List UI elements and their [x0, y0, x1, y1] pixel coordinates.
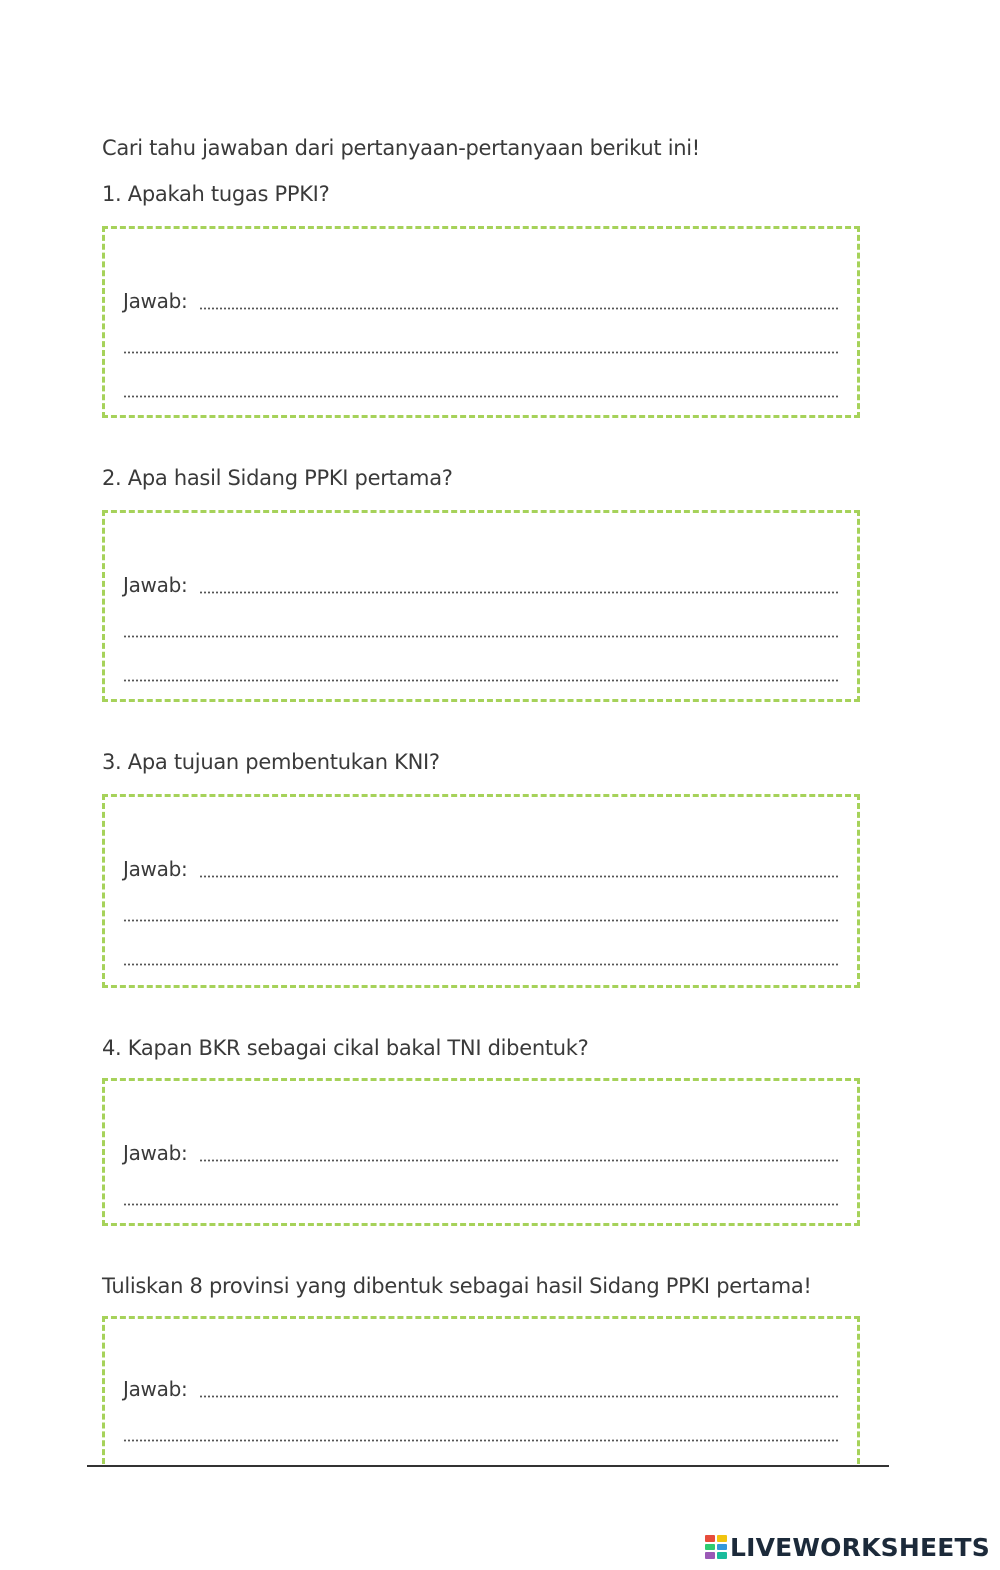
- dotted-line: [123, 1439, 839, 1442]
- answer-box-3: [102, 794, 860, 988]
- answer-box-1: [102, 226, 860, 418]
- dotted-line: [123, 351, 839, 354]
- dotted-line: [123, 1203, 839, 1206]
- task2-instruction: Tuliskan 8 provinsi yang dibentuk sebagai hasil Sidang PPKI pertama!: [102, 1274, 812, 1298]
- dotted-line: [123, 635, 839, 638]
- question-3: 3. Apa tujuan pembentukan KNI?: [102, 750, 440, 774]
- answer-line-3-1[interactable]: [123, 857, 839, 881]
- dotted-line: [123, 963, 839, 966]
- page-bottom-rule: [87, 1465, 889, 1467]
- answer-label: Jawab:: [123, 1377, 188, 1401]
- answer-box-4: [102, 1078, 860, 1226]
- dotted-line: [199, 875, 839, 878]
- answer-line-4-1[interactable]: [123, 1141, 839, 1165]
- answer-line-3-2[interactable]: [123, 905, 839, 923]
- answer-box-2: [102, 510, 860, 702]
- answer-label: Jawab:: [123, 573, 188, 597]
- answer-line-2-3[interactable]: [123, 665, 839, 683]
- dotted-line: [199, 591, 839, 594]
- answer-label: Jawab:: [123, 1141, 188, 1165]
- dotted-line: [123, 679, 839, 682]
- answer-line-1-1[interactable]: [123, 289, 839, 313]
- dotted-line: [199, 1159, 839, 1162]
- answer-line-5-1[interactable]: [123, 1377, 839, 1401]
- answer-line-1-3[interactable]: [123, 381, 839, 399]
- answer-box-5: [102, 1316, 860, 1464]
- instruction-heading: Cari tahu jawaban dari pertanyaan-pertanyaan berikut ini!: [102, 136, 700, 160]
- dotted-line: [199, 1395, 839, 1398]
- liveworksheets-logo[interactable]: [705, 1530, 990, 1564]
- liveworksheets-logo-icon: [705, 1535, 727, 1559]
- answer-line-3-3[interactable]: [123, 949, 839, 967]
- question-2: 2. Apa hasil Sidang PPKI pertama?: [102, 466, 453, 490]
- question-4: 4. Kapan BKR sebagai cikal bakal TNI dibentuk?: [102, 1036, 589, 1060]
- dotted-line: [123, 395, 839, 398]
- answer-label: Jawab:: [123, 289, 188, 313]
- answer-label: Jawab:: [123, 857, 188, 881]
- dotted-line: [123, 919, 839, 922]
- answer-line-2-1[interactable]: [123, 573, 839, 597]
- answer-line-2-2[interactable]: [123, 621, 839, 639]
- brand-name: LIVEWORKSHEETS: [729, 1532, 990, 1562]
- dotted-line: [199, 307, 839, 310]
- question-1: 1. Apakah tugas PPKI?: [102, 182, 330, 206]
- answer-line-1-2[interactable]: [123, 337, 839, 355]
- answer-line-5-2[interactable]: [123, 1425, 839, 1443]
- answer-line-4-2[interactable]: [123, 1189, 839, 1207]
